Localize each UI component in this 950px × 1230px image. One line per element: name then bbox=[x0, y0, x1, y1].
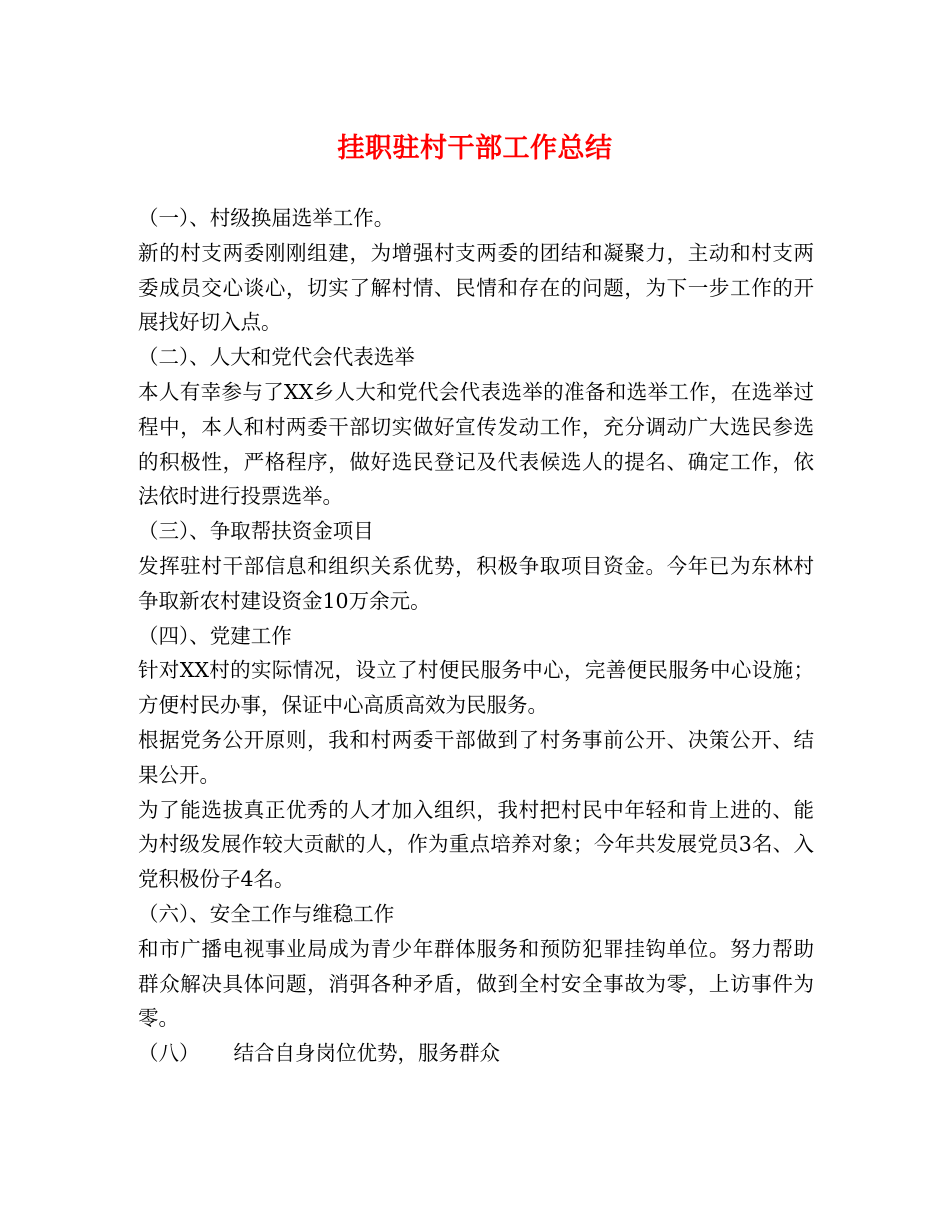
paragraph-6: 和市广播电视事业局成为青少年群体服务和预防犯罪挂钩单位。努力帮助群众解决具体问题，消弭各种矛盾，做到全村安全事故为零，上访事件为零。 bbox=[138, 936, 814, 1031]
document-body bbox=[138, 201, 814, 1071]
paragraph-4a: 针对XX村的实际情况，设立了村便民服务中心，完善便民服务中心设施；方便村民办事，保证中心高质高效为民服务。 bbox=[138, 658, 814, 718]
section-heading-4: （四）、党建工作 bbox=[138, 623, 292, 648]
paragraph-4c: 为了能选拔真正优秀的人才加入组织，我村把村民中年轻和肯上进的、能为村级发展作较大贡献的人，作为重点培养对象；今年共发展党员3名、入党积极份子4名。 bbox=[138, 797, 814, 892]
section-heading-1: （一）、村级换届选举工作。 bbox=[138, 206, 395, 230]
paragraph-3: 发挥驻村干部信息和组织关系优势，积极争取项目资金。今年已为东林村争取新农村建设资金10万余元。 bbox=[138, 553, 814, 613]
paragraph-4b: 根据党务公开原则，我和村两委干部做到了村务事前公开、决策公开、结果公开。 bbox=[138, 727, 814, 787]
paragraph-1: 新的村支两委刚刚组建，为增强村支两委的团结和凝聚力，主动和村支两委成员交心谈心，切实了解村情、民情和存在的问题，为下一步工作的开展找好切入点。 bbox=[138, 240, 814, 335]
section-heading-6: （六）、安全工作与维稳工作 bbox=[138, 901, 395, 926]
section-heading-2: （二）、人大和党代会代表选举 bbox=[138, 345, 415, 370]
section-heading-8-text: 结合自身岗位优势，服务群众 bbox=[233, 1041, 500, 1066]
section-heading-8 bbox=[138, 1036, 814, 1071]
section-heading-8-number: （八） bbox=[138, 1041, 200, 1066]
paragraph-2: 本人有幸参与了XX乡人大和党代会代表选举的准备和选举工作，在选举过程中，本人和村两委干部切实做好宣传发动工作，充分调动广大选民参选的积极性，严格程序，做好选民登记及代表候选人的提名、确定工作，依法依时进行投票选举。 bbox=[138, 379, 814, 509]
document-title: 挂职驻村干部工作总结 bbox=[337, 133, 613, 164]
section-heading-3: （三）、争取帮扶资金项目 bbox=[138, 519, 374, 544]
